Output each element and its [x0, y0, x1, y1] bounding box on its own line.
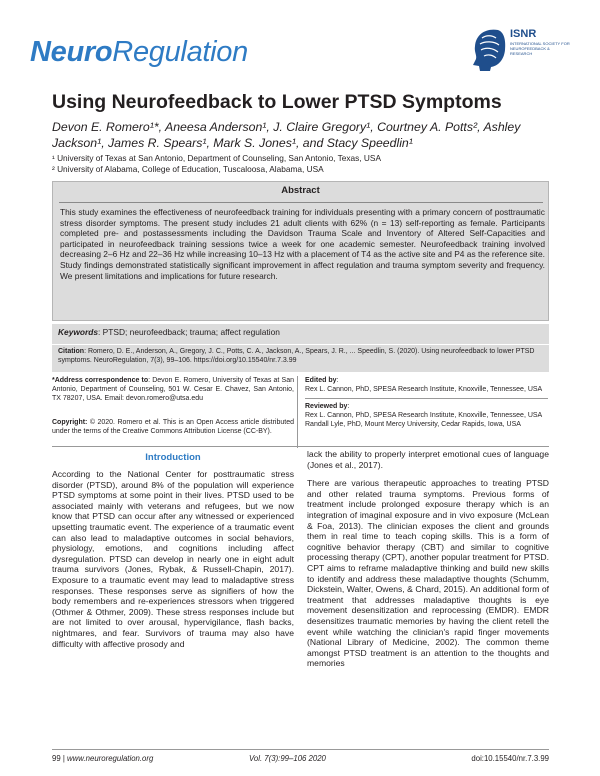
logo-fullname: INTERNATIONAL SOCIETY FOR NEUROFEEDBACK & RESEARCH: [510, 41, 570, 56]
keywords-box: [52, 324, 549, 344]
affiliation-1: ¹ University of Texas at San Antonio, Department of Counseling, San Antonio, Texas, USA: [52, 153, 381, 163]
body-divider: [52, 446, 549, 447]
reviewer-1: Rex L. Cannon, PhD, SPESA Research Institute, Knoxville, Tennessee, USA: [305, 412, 543, 419]
abstract-box: [52, 181, 549, 321]
page-footer: [52, 749, 549, 763]
paragraph: According to the National Center for posttraumatic stress disorder (PTSD), around 8% of the population will experience PTSD symptoms at some point in their lives. PTSD used to be associated mainly with veterans and refugees, but we now know that PTSD can occur after any witnessed or experienced upsetting traumatic event. The experience of a traumatic event can also lead to maladaptive outcomes in social behaviors, physiology, emotions, and cognitions including affect dysregulation. PTSD can develop in nearly one in eight adult trauma survivors (Jones, Rybak, & Russell-Chapin, 2017). Exposure to a traumatic event may lead to maladaptive stress responses. These responses serve as signifiers of how the body remembers and re-experiences stressors when triggered (Othmer & Othmer, 2009). These stress responses include but are not limited to over arousal, hypervigilance, flash backs, nightmares, and fear. Survivors of trauma may also have difficulty with affective prosody and: [52, 469, 294, 649]
footer-left: [52, 754, 153, 763]
footer-separator: |: [60, 754, 68, 763]
volume-info: Vol. 7(3):99–106 2020: [249, 754, 326, 763]
paragraph: lack the ability to properly interpret emotional cues of language (Jones et al., 2017).: [307, 449, 549, 470]
journal-title-neuro: Neuro: [30, 36, 113, 68]
copyright: [52, 418, 294, 436]
editors-panel: [305, 376, 548, 429]
reviewed-by-label: Reviewed by: [305, 403, 348, 410]
doi: doi:10.15540/nr.7.3.99: [471, 754, 549, 763]
author-list: [52, 119, 552, 151]
correspondence-text: : Devon E. Romero, University of Texas at San Antonio, Department of Counseling, 501 W. Cesar E. Chavez, San Antonio, TX 78207, USA. Email: devon.romero@utsa.edu: [52, 377, 294, 402]
reviewer-2: Randall Lyle, PhD, Mount Mercy University, Cedar Rapids, Iowa, USA: [305, 421, 521, 428]
keywords-text: : PTSD; neurofeedback; trauma; affect regulation: [98, 327, 280, 337]
brain-profile-icon: [468, 24, 508, 72]
journal-title-regulation: Regulation: [112, 36, 248, 68]
editors-divider: [305, 398, 548, 399]
reviewed-by-colon: :: [347, 403, 350, 410]
isnr-logo: [468, 24, 578, 74]
keywords-label: Keywords: [58, 327, 99, 337]
abstract-text: This study examines the effectiveness of neurofeedback training for individuals presenting with a primary concern of posttraumatic stress disorder symptoms. The present study includes 21 adult clients with 62% (n = 13) self-reporting as female. Participants completed pre- and postassessments including the Davidson Trauma Scale and Inventory of Altered Self-Capacities and participated in neurofeedback training sessions twice a week for one academic semester. Neurofeedback training involved decreasing 2–6 Hz and 22–36 Hz while increasing 10–13 Hz with a placement of T4 as the active site and P4 as the reference site. Study findings demonstrated statistically significant improvement in affect regulation and trauma symptom severity and frequency. We present limitations and implications for future research.: [60, 207, 545, 281]
paragraph: There are various therapeutic approaches to treating PTSD and other related trauma symptoms. Previous forms of treatment include prolonged exposure therapy which is an integration of imaginal exposure and in vivo exposure (McLean & Foa, 2013). The clinician exposes the client and grounds them in real time to teach coping skills. This is a form of cognitive behavior therapy (CBT) and similar to cognitive processing therapy (CPT), another popular treatment for PTSD. CPT aims to reframe maladaptive thinking and build new skills to identify and address these maladaptive thoughts (Schumm, Dickstein, Walter, Owens, & Chard, 2015). An additional form of treatment that addresses maladaptive thoughts is eye movement desensitization and reprocessing (EMDR). EMDR desensitizes traumatic memories by having the client retell the event while watching the clinician's rapid finger movements (National Library of Medicine, 2002). The common theme amongst PTSD treatment is an attention to the thoughts and memories: [307, 478, 549, 669]
authors-line-2: Jackson¹, James R. Spears¹, Mark S. Jones¹, and Stacy Speedlin¹: [52, 136, 413, 150]
edited-by-label: Edited by: [305, 377, 337, 384]
abstract-divider: [59, 202, 543, 203]
correspondence: [52, 376, 294, 403]
body-column-left: [52, 469, 294, 657]
copyright-text: © 2020. Romero et al. This is an Open Access article distributed under the terms of the Creative Commons Attribution License (CC-BY).: [52, 419, 294, 435]
citation-box: [52, 345, 549, 372]
body-column-right: [307, 449, 549, 677]
authors-line-1: Devon E. Romero¹*, Aneesa Anderson¹, J. Claire Gregory¹, Courtney A. Potts², Ashley: [52, 120, 521, 134]
introduction-heading: Introduction: [145, 452, 201, 463]
edited-by-text: Rex L. Cannon, PhD, SPESA Research Institute, Knoxville, Tennessee, USA: [305, 386, 543, 393]
journal-website-link[interactable]: www.neuroregulation.org: [67, 754, 154, 763]
article-title: Using Neurofeedback to Lower PTSD Symptoms: [52, 91, 502, 113]
meta-divider: [297, 376, 298, 448]
logo-acronym: ISNR: [510, 28, 537, 40]
citation-label: Citation: [58, 348, 85, 355]
journal-title: [30, 36, 248, 69]
citation-text: : Romero, D. E., Anderson, A., Gregory, J. C., Potts, C. A., Jackson, A., Spears, J. R., ... Speedlin, S. (2020). Using neurofeedback to lower PTSD symptoms. NeuroRegulation, 7(3), 99–106. https://doi.org/10.15540/nr.7.3.99: [58, 348, 535, 364]
copyright-label: Copyright:: [52, 419, 88, 426]
affiliation-2: ² University of Alabama, College of Education, Tuscaloosa, Alabama, USA: [52, 164, 324, 174]
correspondence-label: *Address correspondence to: [52, 377, 149, 384]
page-number: 99: [52, 754, 61, 763]
abstract-heading: Abstract: [281, 185, 320, 196]
edited-by-colon: :: [336, 377, 339, 384]
